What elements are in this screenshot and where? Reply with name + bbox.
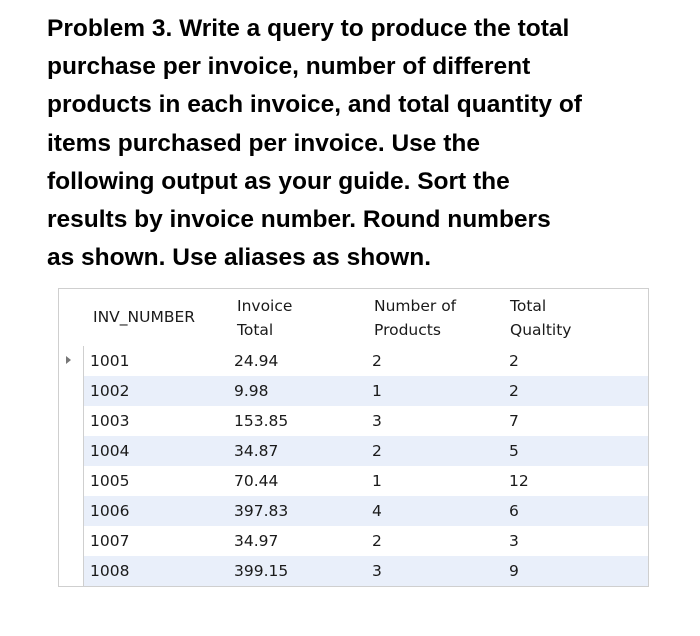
cell-invoice-total[interactable]: 34.97 (234, 532, 279, 550)
cell-number-of-products[interactable]: 2 (372, 352, 382, 370)
cell-inv-number[interactable]: 1004 (90, 442, 130, 460)
problem-line: items purchased per invoice. Use the (47, 129, 480, 157)
cell-total-quantity[interactable]: 9 (509, 562, 519, 580)
cell-total-quantity[interactable]: 12 (509, 472, 529, 490)
cell-invoice-total[interactable]: 399.15 (234, 562, 289, 580)
cell-invoice-total[interactable]: 70.44 (234, 472, 279, 490)
header-total-quantity-line1[interactable]: Total (510, 297, 547, 315)
row-selector-column[interactable] (58, 346, 84, 586)
problem-line: following output as your guide. Sort the (47, 167, 510, 195)
header-invoice-total-line2[interactable]: Total (237, 321, 274, 339)
cell-number-of-products[interactable]: 3 (372, 562, 382, 580)
grid-rows (84, 346, 648, 586)
cell-invoice-total[interactable]: 397.83 (234, 502, 289, 520)
problem-line: purchase per invoice, number of different (47, 53, 531, 81)
table-row[interactable] (84, 376, 648, 406)
problem-line: as shown. Use aliases as shown. (47, 244, 431, 272)
cell-number-of-products[interactable]: 4 (372, 502, 382, 520)
table-row[interactable] (84, 436, 648, 466)
cell-total-quantity[interactable]: 7 (509, 412, 519, 430)
grid-header (58, 288, 648, 346)
problem-line: products in each invoice, and total quantity of (47, 91, 582, 119)
cell-total-quantity[interactable]: 5 (509, 442, 519, 460)
cell-total-quantity[interactable]: 2 (509, 352, 519, 370)
cell-number-of-products[interactable]: 3 (372, 412, 382, 430)
cell-invoice-total[interactable]: 9.98 (234, 382, 269, 400)
cell-total-quantity[interactable]: 3 (509, 532, 519, 550)
header-inv-number[interactable]: INV_NUMBER (93, 308, 196, 326)
table-row[interactable] (84, 556, 648, 586)
cell-number-of-products[interactable]: 1 (372, 472, 382, 490)
result-grid (58, 288, 649, 587)
cell-inv-number[interactable]: 1007 (90, 532, 130, 550)
problem-line: Problem 3. Write a query to produce the total (47, 15, 570, 42)
cell-inv-number[interactable]: 1002 (90, 382, 130, 400)
cell-invoice-total[interactable]: 153.85 (234, 412, 289, 430)
cell-invoice-total[interactable]: 24.94 (234, 352, 279, 370)
table-row[interactable] (84, 526, 648, 556)
header-number-of-products-line2[interactable]: Products (374, 321, 441, 339)
cell-total-quantity[interactable]: 2 (509, 382, 519, 400)
problem-line: results by invoice number. Round numbers (47, 206, 551, 234)
cell-inv-number[interactable]: 1001 (90, 352, 130, 370)
table-row[interactable] (84, 406, 648, 436)
cell-invoice-total[interactable]: 34.87 (234, 442, 279, 460)
table-row[interactable] (84, 466, 648, 496)
cell-inv-number[interactable]: 1005 (90, 472, 130, 490)
cell-inv-number[interactable]: 1006 (90, 502, 130, 520)
table-row[interactable] (84, 496, 648, 526)
cell-number-of-products[interactable]: 1 (372, 382, 382, 400)
cell-inv-number[interactable]: 1008 (90, 562, 130, 580)
header-number-of-products-line1[interactable]: Number of (374, 297, 457, 315)
cell-total-quantity[interactable]: 6 (509, 502, 519, 520)
current-row-arrow-icon (66, 356, 71, 364)
cell-number-of-products[interactable]: 2 (372, 532, 382, 550)
header-invoice-total-line1[interactable]: Invoice (237, 297, 293, 315)
problem-statement (47, 10, 667, 277)
header-total-quantity-line2[interactable]: Qualtity (510, 321, 572, 339)
cell-inv-number[interactable]: 1003 (90, 412, 130, 430)
table-row[interactable] (84, 346, 648, 376)
cell-number-of-products[interactable]: 2 (372, 442, 382, 460)
